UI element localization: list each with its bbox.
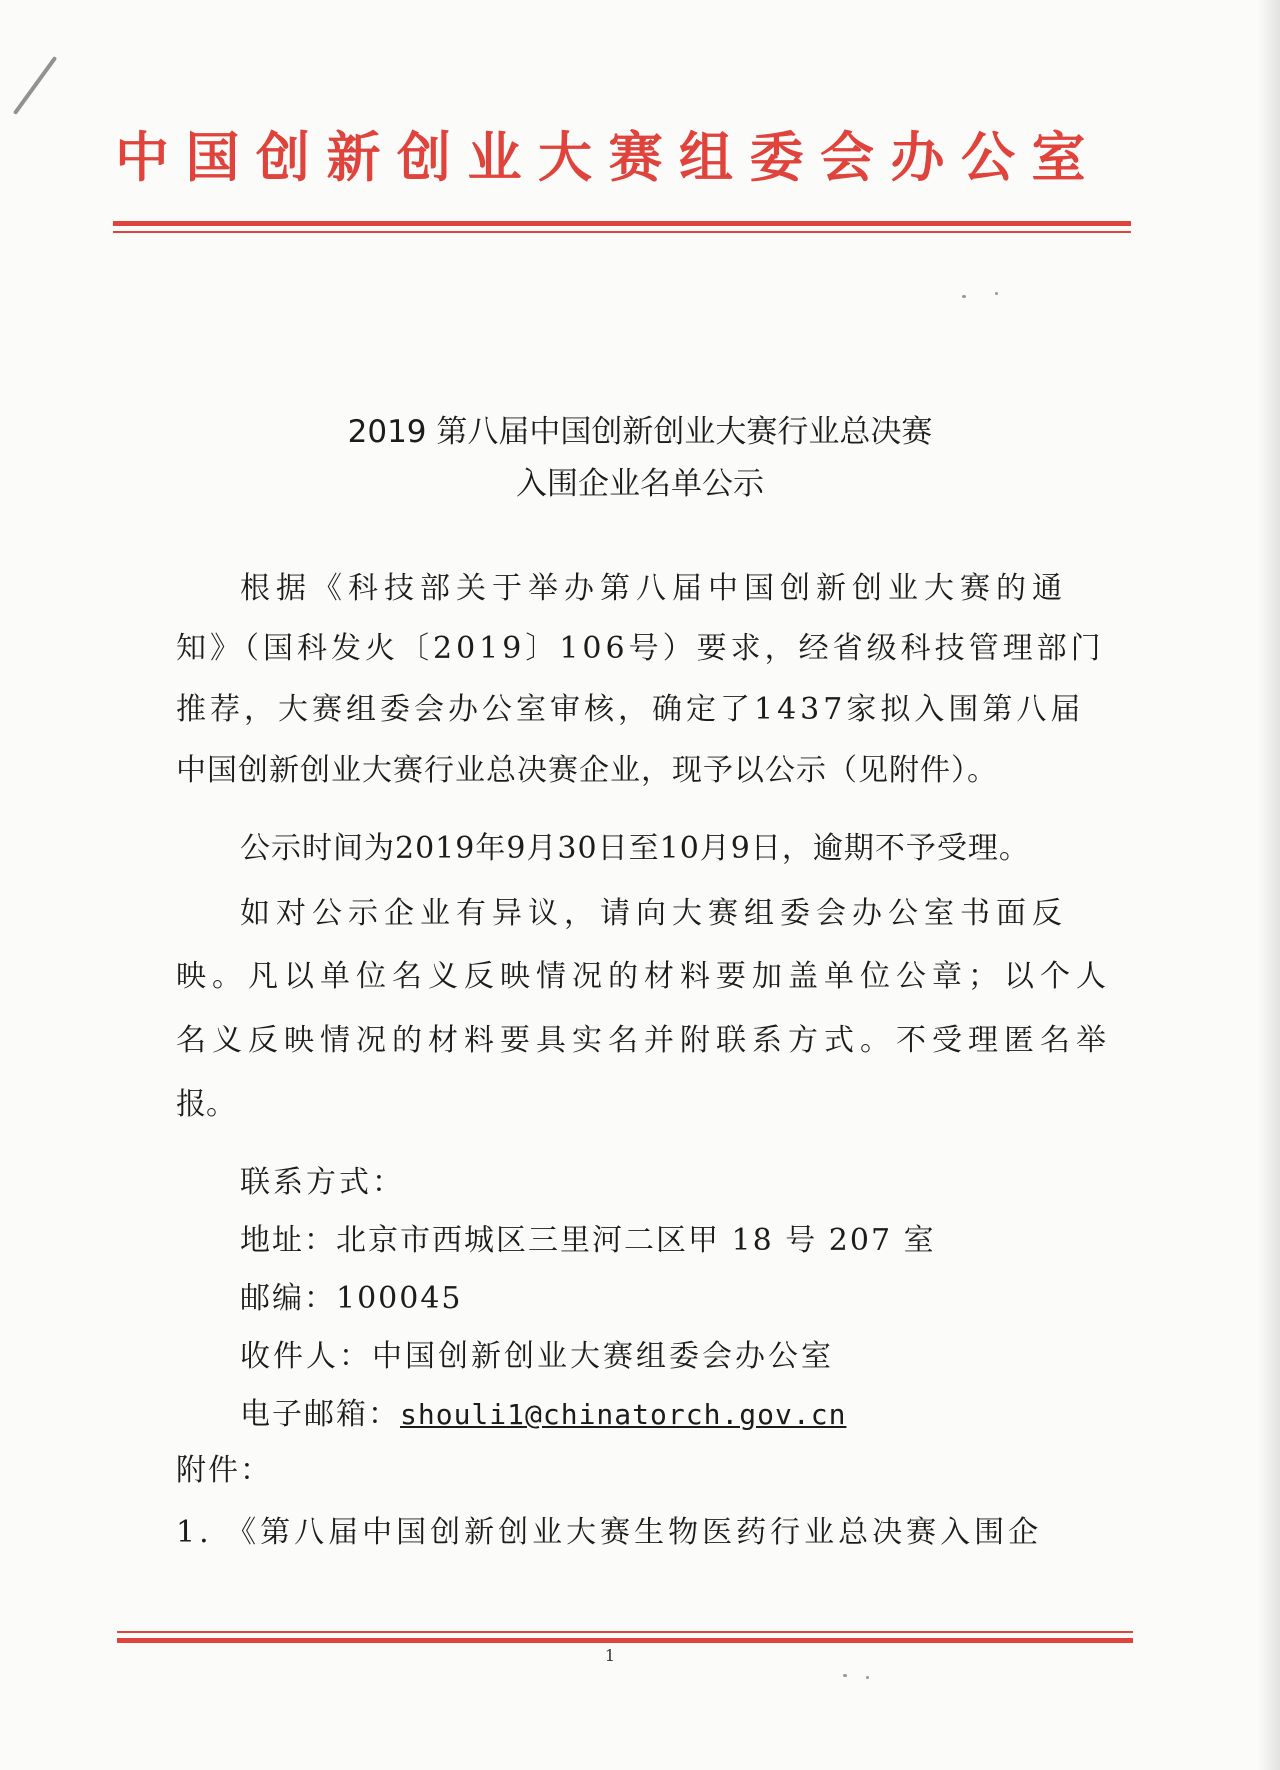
attachment-item-1: 1. 《第八届中国创新创业大赛生物医药行业总决赛入围企	[176, 1515, 1043, 1550]
letterhead-rule-thin	[113, 231, 1131, 233]
document-title-line2: 入围企业名单公示	[516, 466, 764, 502]
scan-speck	[962, 295, 966, 298]
attachments-heading: 附件：	[176, 1453, 272, 1488]
letterhead-org-name: 中国创新创业大赛组委会办公室	[115, 125, 1102, 189]
contact-recipient: 收件人：中国创新创业大赛组委会办公室	[240, 1339, 834, 1374]
scan-speck	[843, 1674, 847, 1677]
contact-email	[240, 1390, 846, 1440]
footer-rule-thin	[117, 1631, 1133, 1633]
email-label: 电子邮箱：	[240, 1397, 400, 1432]
scan-edge-shadow	[1258, 0, 1280, 1770]
paragraph3-line3: 名义反映情况的材料要具实名并附联系方式。不受理匿名举	[176, 1023, 1112, 1058]
footer-rule-thick	[117, 1638, 1133, 1643]
contact-heading: 联系方式：	[240, 1165, 405, 1200]
postcode-label: 邮编：	[240, 1281, 336, 1316]
paragraph3-line2: 映。凡以单位名义反映情况的材料要加盖单位公章；以个人	[176, 959, 1112, 994]
contact-postcode	[240, 1274, 463, 1324]
scan-speck	[995, 292, 998, 295]
letterhead-rule-thick	[113, 221, 1131, 226]
email-link[interactable]: shouli1@chinatorch.gov.cn	[400, 1398, 847, 1431]
paragraph1-line3: 推荐，大赛组委会办公室审核，确定了1437家拟入围第八届	[176, 692, 1085, 727]
paragraph1-line4: 中国创新创业大赛行业总决赛企业，现予以公示（见附件）。	[176, 753, 998, 788]
postcode-value: 100045	[336, 1281, 463, 1316]
page-number: 1	[604, 1646, 616, 1665]
paragraph2-line1: 公示时间为2019年9月30日至10月9日，逾期不予受理。	[240, 831, 1030, 866]
paragraph1-line2: 知》（国科发火〔2019〕106号）要求，经省级科技管理部门	[176, 631, 1105, 666]
scan-speck	[866, 1676, 869, 1679]
paragraph3-line1: 如对公示企业有异议，请向大赛组委会办公室书面反	[240, 896, 1068, 931]
paragraph1-line1: 根据《科技部关于举办第八届中国创新创业大赛的通	[240, 571, 1068, 606]
contact-address: 地址：北京市西城区三里河二区甲 18 号 207 室	[240, 1223, 936, 1258]
staple-mark	[13, 56, 57, 115]
paragraph3-line4: 报。	[176, 1087, 236, 1122]
document-title-line1: 2019 第八届中国创新创业大赛行业总决赛	[347, 414, 933, 450]
